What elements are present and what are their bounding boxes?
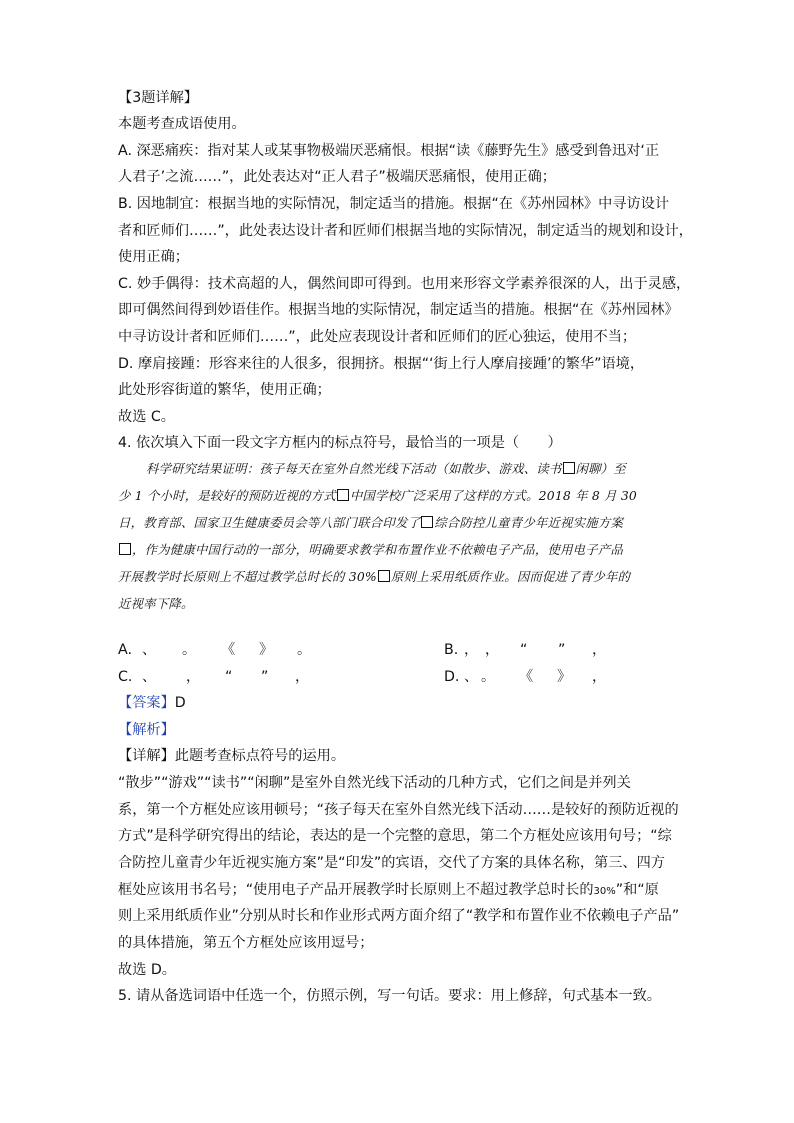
question5-stem: 5. 请从备选词语中任选一个，仿照示例，写一句话。要求：用上修辞，句式基本一致。 xyxy=(118,988,661,1004)
option-b-mark-1: ， xyxy=(464,642,479,658)
option-c-label: C. xyxy=(118,669,133,685)
explanation-c-line3: 中寻访设计者和匠师们……”，此处应表现设计者和匠师们的匠心独运，使用不当； xyxy=(118,329,637,345)
analysis-line3: 系，第一个方框处应该用顿号；“孩子每天在室外自然光线下活动……是较好的预防近视的 xyxy=(118,802,679,818)
question4-stem: 4. 依次填入下面一段文字方框内的标点符号，最恰当的一项是（ ） xyxy=(118,435,562,451)
option-a-label: A. xyxy=(118,642,132,658)
explanation-c-line2: 即可偶然间得到妙语佳作。根据当地的实际情况，制定适当的措施。根据“在《苏州园林》 xyxy=(118,302,679,318)
section-intro: 本题考查成语使用。 xyxy=(118,116,246,132)
option-d-mark-3: 《 xyxy=(519,669,534,685)
explanation-b-line1: B. 因地制宜：根据当地的实际情况，制定适当的措施。根据“在《苏州园林》中寻访设计 xyxy=(118,196,670,212)
option-a-mark-1: 、 xyxy=(142,642,157,658)
section-heading: 【3题详解】 xyxy=(118,90,198,106)
option-b-mark-3: “ xyxy=(520,642,528,658)
analysis-conclusion: 故选 D。 xyxy=(118,962,176,978)
option-d-mark-1: 、 xyxy=(464,669,479,685)
option-a-mark-5: 。 xyxy=(297,642,312,658)
option-c-mark-4: ” xyxy=(261,669,269,685)
blank-box-3 xyxy=(421,516,433,528)
passage-line3: 日，教育部、国家卫生健康委员会等八部门联合印发了 综合防控儿童青少年近视实施方案 xyxy=(118,515,624,530)
explanation-b-line2: 者和匠师们……”，此处表达设计者和匠师们根据当地的实际情况，制定适当的规划和设计， xyxy=(118,223,693,239)
option-b-mark-5: ， xyxy=(592,642,607,658)
passage-line2: 少 1 个小时，是较好的预防近视的方式 中国学校广泛采用了这样的方式。2018 年 8 月 30 xyxy=(118,488,637,503)
explanation-a-line1: A. 深恶痛疾：指对某人或某事物极端厌恶痛恨。根据“读《藤野先生》感受到鲁迅对‘正 xyxy=(118,143,660,159)
answer-line xyxy=(118,693,186,713)
analysis-line7: 则上采用纸质作业”分别从时长和作业形式两方面介绍了“教学和布置作业不依赖电子产品” xyxy=(118,908,680,924)
section-conclusion: 故选 C。 xyxy=(118,409,175,425)
analysis-label: 【解析】 xyxy=(118,722,175,738)
option-c-mark-2: ， xyxy=(186,669,201,685)
option-a-mark-3: 《 xyxy=(221,642,236,658)
analysis-line6: 框处应该用书名号；“使用电子产品开展教学时长原则上不超过教学总时长的30%”和“原 xyxy=(118,882,659,898)
analysis-line5: 合防控儿童青少年近视实施方案”是“印发”的宾语，交代了方案的具体名称，第三、四方 xyxy=(118,855,665,871)
option-d-mark-5: ， xyxy=(592,669,607,685)
explanation-b-line3: 使用正确； xyxy=(118,249,189,265)
answer-value: D xyxy=(174,695,186,711)
passage-line5: 开展教学时长原则上不超过教学总时长的 30% 原则上采用纸质作业。因而促进了青少年的 xyxy=(118,569,631,584)
option-b-mark-2: ， xyxy=(485,642,500,658)
explanation-c-line1: C. 妙手偶得：技术高超的人，偶然间即可得到。也用来形容文学素养很深的人，出于灵感， xyxy=(118,276,691,292)
detail-label: 【详解】 xyxy=(118,748,175,764)
option-a-mark-4: 》 xyxy=(259,642,274,658)
blank-box-2 xyxy=(337,489,349,501)
option-c-mark-5: ， xyxy=(295,669,310,685)
explanation-d-line2: 此处形容街道的繁华，使用正确； xyxy=(118,382,331,398)
option-c-mark-1: 、 xyxy=(142,669,157,685)
option-b-mark-4: ” xyxy=(558,642,566,658)
option-b-label: B. xyxy=(444,642,459,658)
explanation-a-line2: 人君子’之流……”，此处表达对“正人君子”极端厌恶痛恨，使用正确； xyxy=(118,169,556,185)
blank-box-1 xyxy=(563,462,575,474)
option-d-mark-2: 。 xyxy=(481,669,496,685)
blank-box-5 xyxy=(378,570,390,582)
analysis-line2: “散步”“游戏”“读书”“闲聊”是室外自然光线下活动的几种方式，它们之间是并列关 xyxy=(118,775,631,791)
analysis-line8: 的具体措施，第五个方框处应该用逗号； xyxy=(118,935,374,951)
option-d-mark-4: 》 xyxy=(557,669,572,685)
blank-box-4 xyxy=(119,543,131,555)
explanation-d-line1: D. 摩肩接踵：形容来往的人很多，很拥挤。根据“‘街上行人摩肩接踵’的繁华”语境， xyxy=(118,356,645,372)
answer-label: 【答案】 xyxy=(118,695,175,711)
option-d-label: D. xyxy=(444,669,460,685)
passage-line4: ，作为健康中国行动的一部分，明确要求教学和布置作业不依赖电子产品，使用电子产品 xyxy=(118,541,623,559)
passage-line6: 近视率下降。 xyxy=(118,596,194,611)
analysis-line4: 方式”是科学研究得出的结论，表达的是一个完整的意思，第二个方框处应该用句号；“综 xyxy=(118,828,672,844)
passage-line1: 科学研究结果证明：孩子每天在室外自然光线下活动（如散步、游戏、读书 闲聊）至 xyxy=(146,461,626,476)
option-c-mark-3: “ xyxy=(225,669,233,685)
analysis-line1: 【详解】此题考查标点符号的运用。 xyxy=(118,748,346,764)
option-a-mark-2: 。 xyxy=(182,642,197,658)
